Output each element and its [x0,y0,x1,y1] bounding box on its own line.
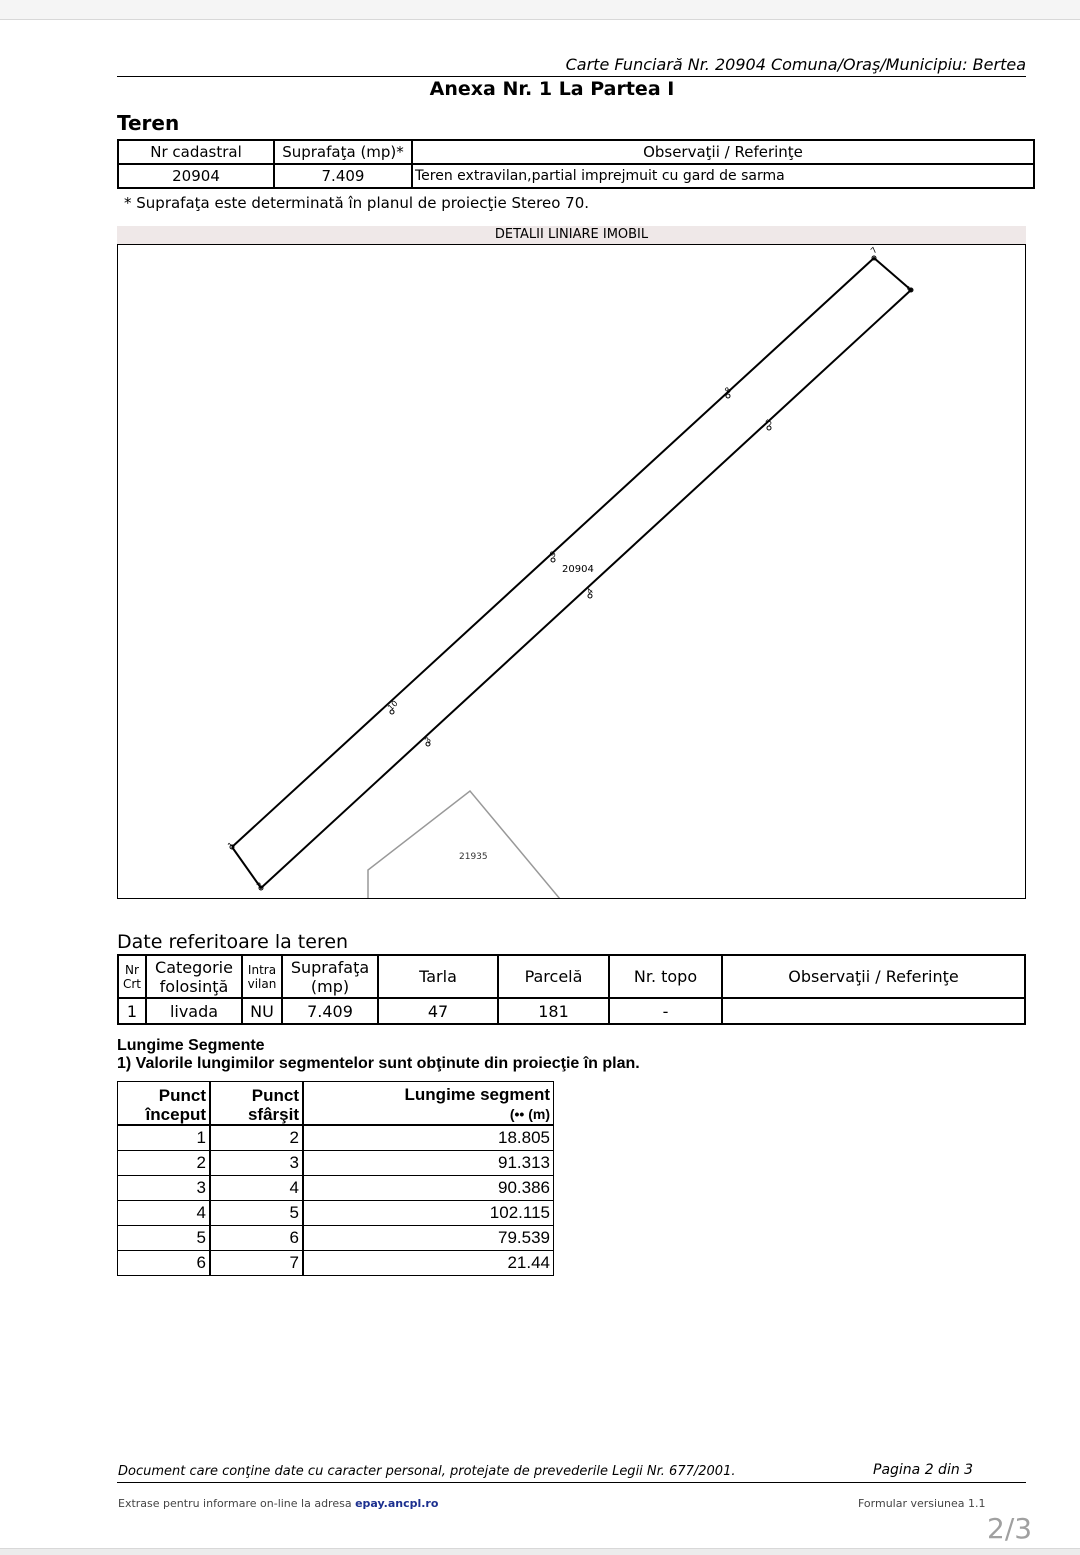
header-lungime-segment [303,1082,554,1126]
point-label-6: 6 [905,284,916,295]
anexa-title [0,78,1080,100]
point-label-9: 9 [548,549,559,560]
cell-lungime: 102.115 [303,1201,554,1226]
lungime-segmente-title: Lungime Segmente [117,1037,265,1054]
table-row [118,1251,554,1276]
parcel-plan [117,244,1026,899]
anexa-title-text: Anexa Nr. 1 La Partea I [429,78,675,100]
date-teren-header [118,955,1025,998]
cell-punct-sfarsit: 7 [210,1251,303,1276]
cell-observatii: Teren extravilan,partial imprejmuit cu gard de sarma [412,164,1034,188]
cell-tarla: 47 [378,998,498,1024]
header-categorie-line2: folosinţă [159,976,229,996]
cell-nr-topo: - [609,998,722,1024]
point-label-8: 8 [723,385,734,396]
footer-formular-version: Formular versiunea 1.1 [858,1497,986,1510]
cell-nr-crt: 1 [118,998,146,1024]
cell-lungime: 18.805 [303,1125,554,1151]
cell-lungime: 90.386 [303,1176,554,1201]
header-tarla: Tarla [378,955,498,998]
viewer-page-indicator: 2/3 [987,1512,1033,1545]
header-punct-inceput [118,1082,211,1126]
cell-nr-cadastral: 20904 [118,164,274,188]
cell-punct-inceput: 1 [118,1125,211,1151]
header-nr-crt [118,955,146,998]
carte-funciara-header: Carte Funciară Nr. 20904 Comuna/Oraş/Municipiu: Bertea [565,55,1026,74]
cell-punct-sfarsit: 6 [210,1226,303,1251]
table-row [118,1176,554,1201]
table-row [118,1226,554,1251]
header-suprafata: Suprafaţa (mp)* [274,140,412,164]
neighbor-parcel-label: 21935 [459,852,488,862]
point-label-5: 5 [764,417,775,428]
header-intravilan [242,955,282,998]
header-suprafata-line1: Suprafaţa [290,957,370,977]
header-intravilan-line1: Intra [247,962,277,977]
header-punct-sfarsit-line2: sfârşit [247,1105,299,1124]
cell-categorie: livada [146,998,242,1024]
header-parcela: Parcelă [498,955,609,998]
cell-lungime: 21.44 [303,1251,554,1276]
table-row [118,1125,554,1151]
header-categorie [146,955,242,998]
header-categorie-line1: Categorie [155,957,233,977]
cell-suprafata: 7.409 [274,164,412,188]
header-punct-sfarsit [210,1082,303,1126]
cell-punct-inceput: 6 [118,1251,211,1276]
header-punct-inceput-line2: început [145,1105,206,1124]
header-suprafata-line2: (mp) [310,976,350,996]
table-row [118,1151,554,1176]
cell-intravilan: NU [242,998,282,1024]
parcel-label: 20904 [562,564,594,575]
header-suprafata-mp [282,955,378,998]
lungime-table-header [118,1082,554,1126]
lungime-segmente-note: 1) Valorile lungimilor segmentelor sunt obţinute din proiecţie în plan. [117,1055,640,1072]
cell-punct-sfarsit: 3 [210,1151,303,1176]
header-nr-topo: Nr. topo [609,955,722,998]
cell-suprafata-mp: 7.409 [282,998,378,1024]
lungime-segmente-table [117,1081,554,1276]
footer-rule [117,1482,1026,1483]
cell-observatii-referinte [722,998,1025,1024]
cell-parcela: 181 [498,998,609,1024]
neighbor-parcel-boundary [368,791,560,898]
cell-punct-sfarsit: 5 [210,1201,303,1226]
suprafata-note: * Suprafaţa este determinată în planul de proiecţie Stereo 70. [124,194,590,212]
header-nr-crt-line2: Crt [122,976,142,991]
teren-table-header [118,140,1034,164]
detalii-liniare-bar: DETALII LINIARE IMOBIL [117,226,1026,244]
table-row [118,1201,554,1226]
point-label-7: 7 [869,245,880,256]
header-lungime-line1: Lungime segment [404,1085,550,1104]
teren-table-row [118,164,1034,188]
point-label-1: 1 [226,840,237,851]
cell-punct-inceput: 5 [118,1226,211,1251]
header-observatii: Observaţii / Referinţe [412,140,1034,164]
footer-extrase-text: Extrase pentru informare on-line la adresa [118,1497,356,1510]
teren-table [117,139,1035,189]
teren-section-title: Teren [117,111,180,135]
header-nr-cadastral: Nr cadastral [118,140,274,164]
header-intravilan-line2: vilan [247,976,277,991]
header-lungime-line2: (•• (m) [509,1106,550,1122]
date-teren-row [118,998,1025,1024]
viewer-top-bar [0,0,1080,20]
date-teren-title: Date referitoare la teren [117,931,349,953]
header-rule [117,76,1026,77]
date-teren-table [117,954,1026,1025]
footer-page-number: Pagina 2 din 3 [873,1462,974,1478]
header-punct-sfarsit-line1: Punct [251,1086,299,1105]
point-label-3: 3 [423,735,434,746]
header-punct-inceput-line1: Punct [158,1086,206,1105]
cell-punct-inceput: 4 [118,1201,211,1226]
footer-epay-link[interactable]: epay.ancpl.ro [355,1497,439,1510]
footer-disclaimer: Document care conţine date cu caracter personal, protejate de prevederile Legii Nr. 677/2001. [118,1464,736,1479]
point-label-10: 10 [386,698,400,713]
cell-punct-inceput: 3 [118,1176,211,1201]
point-label-2: 2 [255,880,266,891]
cell-punct-sfarsit: 4 [210,1176,303,1201]
header-nr-crt-line1: Nr [125,962,139,977]
cell-lungime: 79.539 [303,1226,554,1251]
cell-punct-sfarsit: 2 [210,1125,303,1151]
point-label-4: 4 [585,586,596,597]
cell-punct-inceput: 2 [118,1151,211,1176]
cell-lungime: 91.313 [303,1151,554,1176]
footer-extrase [118,1497,438,1510]
parcel-plan-drawing [118,245,1025,898]
header-observatii-referinte: Observaţii / Referinţe [722,955,1025,998]
